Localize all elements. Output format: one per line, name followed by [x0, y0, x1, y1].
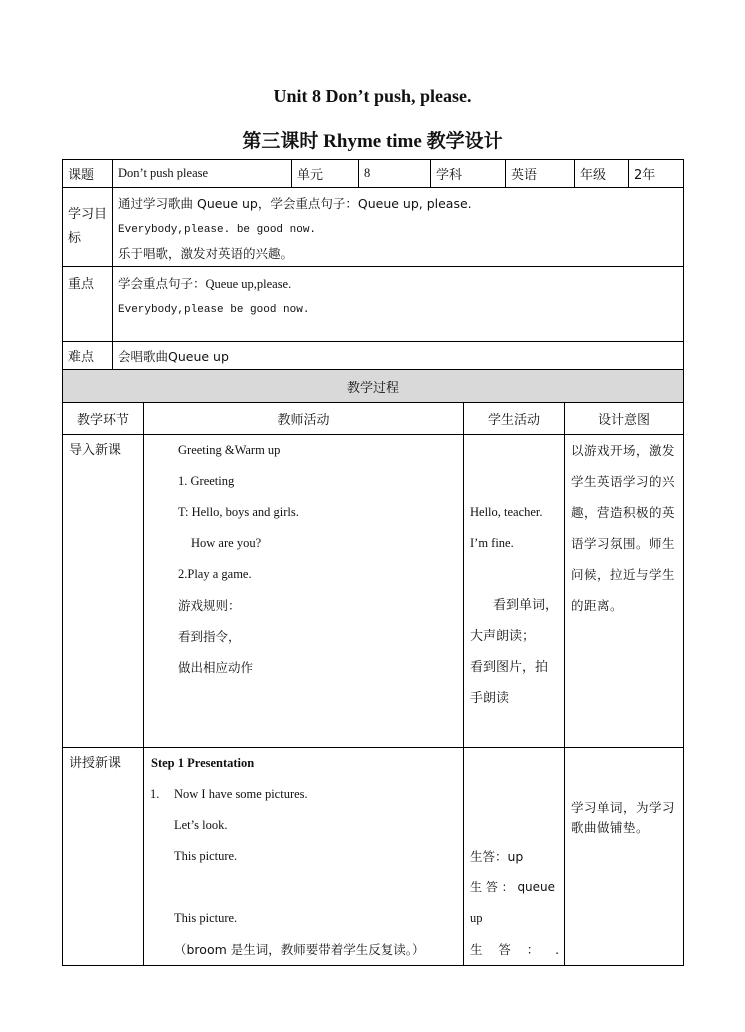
present-teacher-1: Now I have some pictures.	[174, 787, 308, 801]
info-row-course	[63, 160, 684, 188]
stage-presentation: 讲授新课	[63, 748, 144, 966]
doc-title: Unit 8 Don’t push, please.	[273, 86, 472, 106]
goal-line-1: 通过学习歌曲 Queue up，学会重点句子：Queue up, please.	[118, 196, 472, 211]
intro-intent: 以游戏开场，激发学生英语学习的兴趣，营造积极的英语学习氛围。师生问候，拉近与学生的距离。	[565, 435, 684, 748]
value-difficulty: 会唱歌曲Queue up	[113, 342, 684, 370]
label-difficulty: 难点	[63, 342, 113, 370]
intro-teacher-5: 2.Play a game.	[178, 567, 252, 581]
intro-teacher-3: T: Hello, boys and girls.	[178, 505, 299, 519]
intro-student-5: 看到图片，拍	[470, 660, 549, 675]
present-step-heading: Step 1 Presentation	[151, 756, 255, 770]
row-intro	[63, 435, 684, 748]
key-line-1: 学会重点句子：Queue up,please.	[118, 277, 292, 291]
present-student-3: up	[470, 911, 483, 925]
info-row-key	[63, 267, 684, 342]
present-student-4: 生 答 ： .	[470, 942, 560, 957]
intro-teacher-1: Greeting &Warm up	[178, 443, 281, 457]
process-heading-row	[63, 370, 684, 403]
label-unit: 单元	[292, 160, 359, 188]
present-list-number: 1.	[150, 787, 160, 801]
present-teacher-3: This picture.	[174, 849, 238, 863]
doc-subtitle: 第三课时 Rhyme time 教学设计	[242, 131, 503, 152]
intro-teacher-6: 游戏规则：	[178, 598, 241, 613]
intro-teacher-8: 做出相应动作	[178, 660, 254, 675]
intro-student-3: 看到单词，	[492, 598, 558, 613]
key-line-2: Everybody,please be good now.	[118, 304, 310, 316]
present-teacher-5: （broom 是生词，教师要带着学生反复读。）	[174, 942, 425, 957]
info-table	[62, 159, 684, 370]
process-table	[62, 369, 684, 966]
label-goal: 学习目标	[63, 188, 113, 267]
stage-intro: 导入新课	[63, 435, 144, 748]
label-course: 课题	[63, 160, 113, 188]
intro-student-2: I’m fine.	[470, 536, 514, 550]
present-teacher-2: Let’s look.	[174, 818, 228, 832]
intro-student-4: 大声朗读；	[470, 629, 536, 644]
intro-student-6: 手朗读	[470, 691, 510, 706]
col-teacher: 教师活动	[144, 403, 464, 435]
process-heading: 教学过程	[63, 370, 684, 403]
value-grade: 2年	[629, 160, 684, 188]
present-student-1: 生答：up	[470, 849, 524, 864]
present-student-2: 生 答 ： queue	[470, 880, 556, 894]
goal-line-2: Everybody,please. be good now.	[118, 224, 317, 236]
process-columns-row	[63, 403, 684, 435]
info-row-difficulty	[63, 342, 684, 370]
intro-teacher-4: How are you?	[191, 536, 262, 550]
intro-student-1: Hello, teacher.	[470, 505, 543, 519]
intro-teacher-7: 看到指令，	[178, 629, 241, 644]
value-subject: 英语	[506, 160, 575, 188]
col-student: 学生活动	[464, 403, 565, 435]
value-unit: 8	[359, 160, 431, 188]
label-grade: 年级	[575, 160, 629, 188]
col-stage: 教学环节	[63, 403, 144, 435]
col-intent: 设计意图	[565, 403, 684, 435]
value-course: Don’t push please	[113, 160, 292, 188]
label-subject: 学科	[431, 160, 506, 188]
presentation-intent: 学习单词，为学习歌曲做铺垫。	[565, 748, 684, 966]
present-teacher-4: This picture.	[174, 911, 238, 925]
intro-teacher-2: 1. Greeting	[178, 474, 235, 488]
goal-line-3: 乐于唱歌，激发对英语的兴趣。	[118, 246, 294, 261]
info-row-goal	[63, 188, 684, 267]
row-presentation	[63, 748, 684, 966]
label-key: 重点	[63, 267, 113, 342]
